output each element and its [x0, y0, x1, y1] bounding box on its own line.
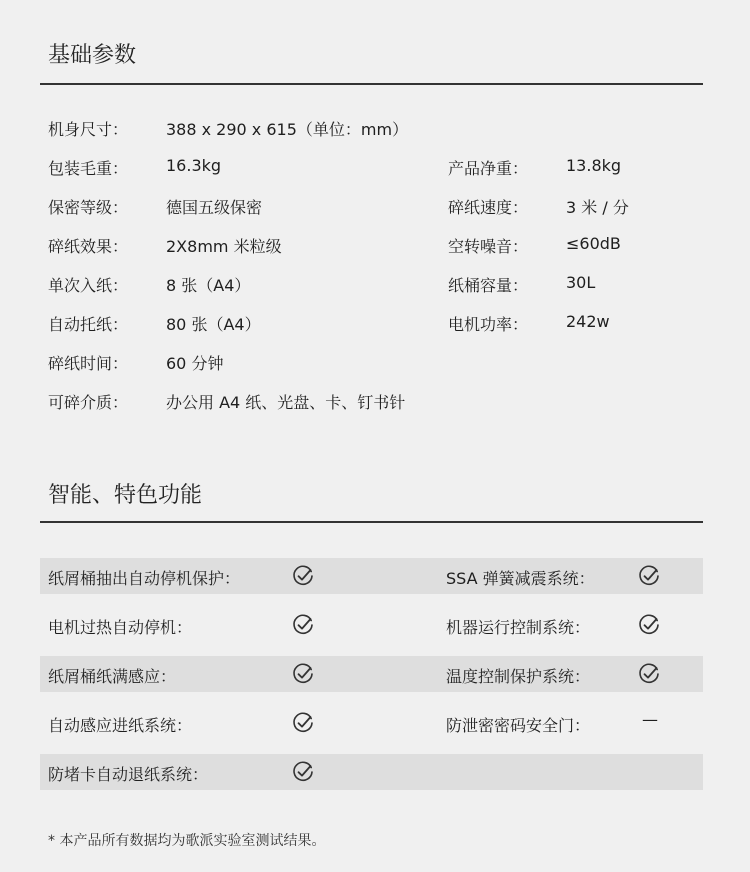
spec-row: [0, 308, 750, 338]
spec-key: 单次入纸：: [48, 276, 129, 295]
spec-key: 纸桶容量：: [448, 276, 529, 295]
spec-key: 产品净重：: [448, 159, 529, 178]
spec-row: [0, 386, 750, 416]
feature-label: 自动感应进纸系统：: [48, 716, 193, 735]
spec-key: 自动托纸：: [48, 315, 129, 334]
spec-key: 空转噪音：: [448, 237, 529, 256]
spec-key: 碎纸效果：: [48, 237, 129, 256]
spec-value: 80 张（A4）: [166, 315, 261, 334]
check-circle-icon: [291, 613, 315, 637]
spec-value: 60 分钟: [166, 354, 224, 373]
check-circle-icon: [291, 662, 315, 686]
spec-row: [0, 347, 750, 377]
spec-key: 保密等级：: [48, 198, 129, 217]
spec-row: [0, 191, 750, 221]
feature-row: [40, 607, 703, 643]
spec-row: [0, 230, 750, 260]
spec-key: 电机功率：: [448, 315, 529, 334]
feature-row: [40, 705, 703, 741]
check-circle-icon: [637, 662, 661, 686]
spec-key: 包装毛重：: [48, 159, 129, 178]
check-circle-icon: [291, 760, 315, 784]
spec-row: [0, 269, 750, 299]
footnote: * 本产品所有数据均为歌派实验室测试结果。: [48, 833, 326, 849]
features-title: 智能、特色功能: [48, 483, 203, 508]
feature-label: 电机过热自动停机：: [48, 618, 193, 637]
basic-params-title: 基础参数: [48, 43, 137, 68]
spec-row: [0, 152, 750, 182]
spec-value: 3 米 / 分: [566, 198, 629, 217]
feature-row: [40, 656, 703, 692]
spec-value: 16.3kg: [166, 156, 222, 175]
spec-key: 碎纸速度：: [448, 198, 529, 217]
spec-value: ≤60dB: [566, 234, 621, 253]
spec-row: [0, 113, 750, 143]
spec-key: 可碎介质：: [48, 393, 129, 412]
check-circle-icon: [291, 564, 315, 588]
spec-value: 30L: [566, 273, 596, 292]
feature-row: [40, 754, 703, 790]
feature-label: 温度控制保护系统：: [446, 667, 591, 686]
feature-label: 机器运行控制系统：: [446, 618, 591, 637]
check-circle-icon: [291, 711, 315, 735]
spec-value: 388 x 290 x 615（单位：mm）: [166, 120, 409, 139]
spec-key: 机身尺寸：: [48, 120, 129, 139]
feature-row: [40, 558, 703, 594]
check-circle-icon: [637, 564, 661, 588]
feature-label: 纸屑桶抽出自动停机保护：: [48, 569, 241, 588]
spec-value: 13.8kg: [566, 156, 622, 175]
spec-value: 德国五级保密: [166, 198, 263, 217]
spec-value: 2X8mm 米粒级: [166, 237, 282, 256]
spec-key: 碎纸时间：: [48, 354, 129, 373]
feature-label: 防堵卡自动退纸系统：: [48, 765, 209, 784]
feature-label: SSA 弹簧减震系统：: [446, 569, 595, 588]
feature-label: 防泄密密码安全门：: [446, 716, 591, 735]
not-available-dash: —: [642, 710, 658, 729]
basic-params-divider: [40, 83, 703, 85]
spec-value: 242w: [566, 312, 610, 331]
check-circle-icon: [637, 613, 661, 637]
spec-value: 8 张（A4）: [166, 276, 251, 295]
feature-label: 纸屑桶纸满感应：: [48, 667, 177, 686]
spec-value: 办公用 A4 纸、光盘、卡、钉书针: [166, 393, 406, 412]
features-divider: [40, 521, 703, 523]
